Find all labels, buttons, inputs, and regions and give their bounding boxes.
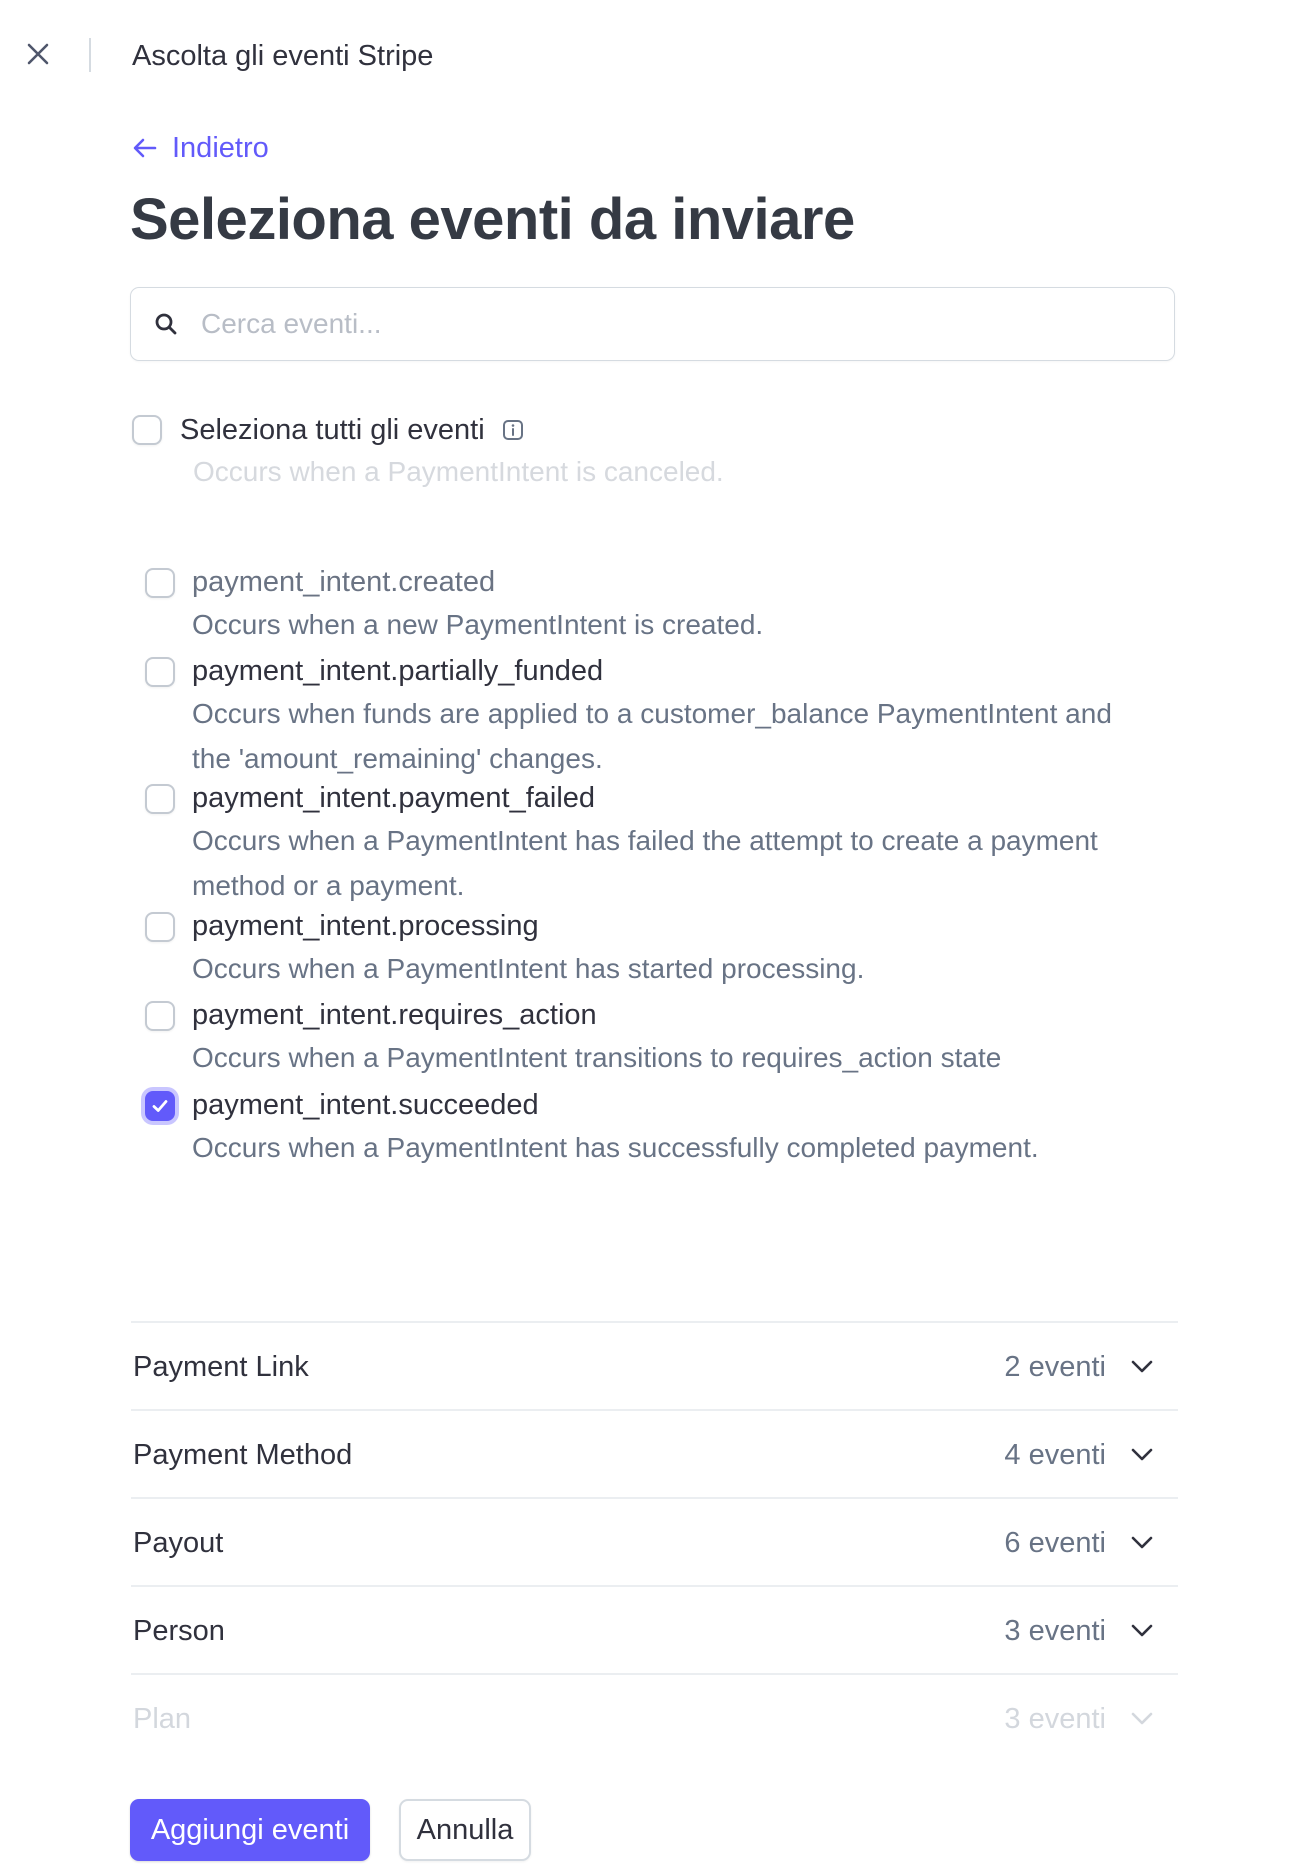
event-group-list bbox=[131, 1321, 1178, 1761]
chevron-down-icon bbox=[1128, 1353, 1156, 1381]
group-name: Person bbox=[133, 1615, 225, 1647]
group-row-payment-link[interactable] bbox=[131, 1321, 1178, 1409]
panel-header bbox=[0, 0, 1304, 110]
event-checkbox[interactable] bbox=[145, 1001, 175, 1031]
event-checkbox[interactable] bbox=[145, 912, 175, 942]
event-description: Occurs when a PaymentIntent has successfully completed payment. bbox=[192, 1132, 1039, 1163]
event-name: payment_intent.partially_funded bbox=[192, 655, 604, 687]
chevron-down-icon bbox=[1128, 1441, 1156, 1469]
add-events-button[interactable]: Aggiungi eventi bbox=[130, 1799, 370, 1861]
close-icon bbox=[20, 36, 56, 72]
event-description: Occurs when a PaymentIntent has started processing. bbox=[192, 953, 865, 984]
page-title: Seleziona eventi da inviare bbox=[130, 187, 855, 252]
close-button[interactable] bbox=[20, 36, 56, 72]
event-description: Occurs when funds are applied to a customer_balance PaymentIntent and the 'amount_remaining' changes. bbox=[192, 698, 1112, 774]
event-description: Occurs when a PaymentIntent transitions to requires_action state bbox=[192, 1042, 1002, 1073]
event-checkbox[interactable] bbox=[145, 784, 175, 814]
group-row-payout[interactable] bbox=[131, 1497, 1178, 1585]
group-count: 3 eventi bbox=[1004, 1615, 1106, 1647]
event-checkbox[interactable] bbox=[145, 568, 175, 598]
search-input[interactable] bbox=[199, 307, 1103, 341]
group-count: 3 eventi bbox=[1004, 1703, 1106, 1735]
event-list[interactable] bbox=[130, 456, 1180, 1298]
event-checkbox[interactable] bbox=[145, 657, 175, 687]
group-count: 2 eventi bbox=[1004, 1351, 1106, 1383]
event-description: Occurs when a new PaymentIntent is created. bbox=[192, 609, 764, 640]
group-row-payment-method[interactable] bbox=[131, 1409, 1178, 1497]
group-row-person[interactable] bbox=[131, 1585, 1178, 1673]
search-box[interactable] bbox=[130, 287, 1175, 361]
chevron-down-icon bbox=[1128, 1529, 1156, 1557]
select-all-checkbox[interactable] bbox=[132, 415, 162, 445]
event-name: payment_intent.succeeded bbox=[192, 1089, 539, 1121]
group-count: 6 eventi bbox=[1004, 1527, 1106, 1559]
group-count: 4 eventi bbox=[1004, 1439, 1106, 1471]
group-row-plan[interactable] bbox=[131, 1673, 1178, 1761]
event-name: payment_intent.processing bbox=[192, 910, 539, 942]
info-icon[interactable] bbox=[501, 418, 525, 442]
event-checkbox-checked[interactable] bbox=[145, 1091, 175, 1121]
back-link-label: Indietro bbox=[172, 132, 269, 164]
clipped-event-description: Occurs when a PaymentIntent is canceled. bbox=[193, 456, 724, 487]
back-link[interactable] bbox=[130, 130, 269, 166]
panel-title: Ascolta gli eventi Stripe bbox=[132, 40, 434, 72]
event-name: payment_intent.payment_failed bbox=[192, 782, 596, 814]
select-all-row[interactable] bbox=[132, 412, 525, 448]
search-icon bbox=[153, 311, 179, 337]
cancel-button[interactable]: Annulla bbox=[399, 1799, 531, 1861]
event-description: Occurs when a PaymentIntent has failed the attempt to create a payment method or a payment. bbox=[192, 825, 1098, 901]
group-name: Payment Link bbox=[133, 1351, 309, 1383]
select-all-label: Seleziona tutti gli eventi bbox=[180, 414, 485, 446]
group-name: Payment Method bbox=[133, 1439, 353, 1471]
checkmark-icon bbox=[150, 1096, 170, 1116]
chevron-down-icon bbox=[1128, 1617, 1156, 1645]
group-name: Payout bbox=[133, 1527, 224, 1559]
chevron-down-icon bbox=[1128, 1705, 1156, 1733]
arrow-left-icon bbox=[130, 133, 160, 163]
header-divider bbox=[89, 38, 91, 72]
group-name: Plan bbox=[133, 1703, 192, 1735]
event-name: payment_intent.requires_action bbox=[192, 999, 597, 1031]
event-name: payment_intent.created bbox=[192, 566, 496, 598]
